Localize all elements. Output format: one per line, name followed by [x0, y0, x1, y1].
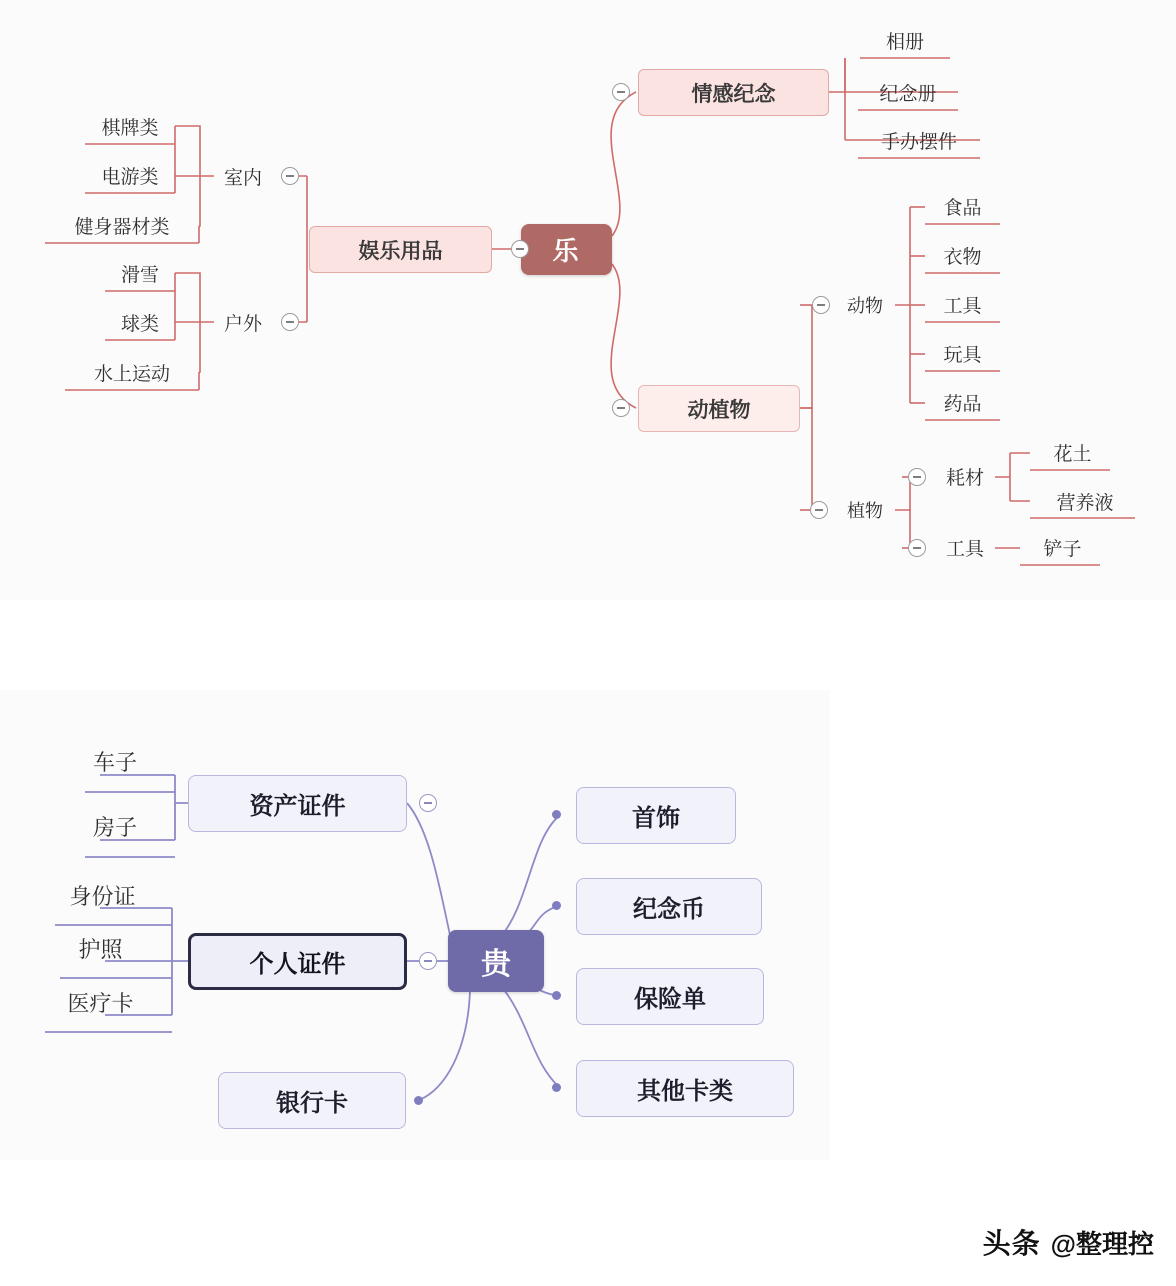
node-entertainment-supplies[interactable]: 娱乐用品 — [309, 226, 492, 273]
node-outdoor-item-2[interactable]: 水上运动 — [93, 363, 170, 385]
node-indoor-item-1[interactable]: 电游类 — [101, 166, 159, 188]
collapse-toggle-plant[interactable] — [810, 501, 828, 519]
node-indoor-item-0[interactable]: 棋牌类 — [101, 117, 159, 139]
node-asset-documents[interactable]: 资产证件 — [188, 775, 407, 832]
bullet-dot-bank-card — [414, 1096, 423, 1105]
node-plant[interactable]: 植物 — [847, 501, 883, 521]
node-indoor[interactable]: 室内 — [223, 167, 262, 189]
node-plant-sub-0[interactable]: 耗材 — [945, 467, 984, 489]
node-asset-item-0[interactable]: 车子 — [92, 749, 137, 775]
node-plant-sub-0-item-0[interactable]: 花土 — [1053, 443, 1092, 465]
collapse-toggle-indoor[interactable] — [281, 167, 299, 185]
node-plant-sub-1-item-0[interactable]: 铲子 — [1043, 538, 1082, 560]
node-asset-item-1[interactable]: 房子 — [92, 814, 137, 840]
node-le-root[interactable]: 乐 — [521, 224, 612, 275]
node-memorial-item-1[interactable]: 纪念册 — [879, 83, 937, 105]
node-personal-item-2[interactable]: 医疗卡 — [67, 990, 134, 1016]
node-personal-documents[interactable]: 个人证件 — [188, 933, 407, 990]
node-right-item-1[interactable]: 纪念币 — [576, 878, 762, 935]
node-flora-fauna[interactable]: 动植物 — [638, 385, 800, 432]
node-indoor-item-2[interactable]: 健身器材类 — [74, 216, 170, 238]
node-animal-item-2[interactable]: 工具 — [943, 295, 982, 317]
collapse-toggle-plant-consumables[interactable] — [908, 468, 926, 486]
node-plant-sub-0-item-1[interactable]: 营养液 — [1056, 492, 1114, 514]
node-outdoor-item-0[interactable]: 滑雪 — [120, 264, 159, 286]
node-right-item-3[interactable]: 其他卡类 — [576, 1060, 794, 1117]
collapse-toggle-memorial[interactable] — [612, 83, 630, 101]
collapse-toggle-outdoor[interactable] — [281, 313, 299, 331]
bullet-dot-right-0 — [552, 810, 561, 819]
node-outdoor[interactable]: 户外 — [223, 313, 262, 335]
watermark — [983, 1222, 1154, 1262]
mindmap-gui — [0, 690, 830, 1160]
node-animal-item-3[interactable]: 玩具 — [943, 344, 982, 366]
node-personal-item-1[interactable]: 护照 — [78, 936, 123, 962]
node-right-item-2[interactable]: 保险单 — [576, 968, 764, 1025]
collapse-toggle-plant-tools[interactable] — [908, 539, 926, 557]
collapse-toggle-animal[interactable] — [812, 296, 830, 314]
node-animal-item-4[interactable]: 药品 — [943, 393, 982, 415]
node-animal[interactable]: 动物 — [847, 296, 883, 316]
node-right-item-0[interactable]: 首饰 — [576, 787, 736, 844]
node-gui-root[interactable]: 贵 — [448, 930, 544, 992]
node-animal-item-1[interactable]: 衣物 — [943, 246, 982, 268]
collapse-toggle-flora-fauna[interactable] — [612, 399, 630, 417]
node-memorial-item-2[interactable]: 手办摆件 — [880, 131, 957, 153]
collapse-toggle-personal-documents[interactable] — [419, 952, 437, 970]
node-plant-sub-1[interactable]: 工具 — [945, 538, 984, 560]
node-emotional-memorial[interactable]: 情感纪念 — [638, 69, 829, 116]
node-bank-card[interactable]: 银行卡 — [218, 1072, 406, 1129]
mindmap-le — [0, 0, 1176, 600]
collapse-toggle-le-root-left[interactable] — [511, 240, 529, 258]
node-animal-item-0[interactable]: 食品 — [943, 197, 982, 219]
bullet-dot-right-2 — [552, 991, 561, 1000]
node-personal-item-0[interactable]: 身份证 — [69, 883, 136, 909]
bullet-dot-right-1 — [552, 901, 561, 910]
node-memorial-item-0[interactable]: 相册 — [885, 31, 924, 53]
watermark-name: @整理控 — [1050, 1228, 1154, 1259]
watermark-logo: 头条 — [982, 1228, 1041, 1259]
node-outdoor-item-1[interactable]: 球类 — [120, 313, 159, 335]
bullet-dot-right-3 — [552, 1083, 561, 1092]
collapse-toggle-asset-documents[interactable] — [419, 794, 437, 812]
